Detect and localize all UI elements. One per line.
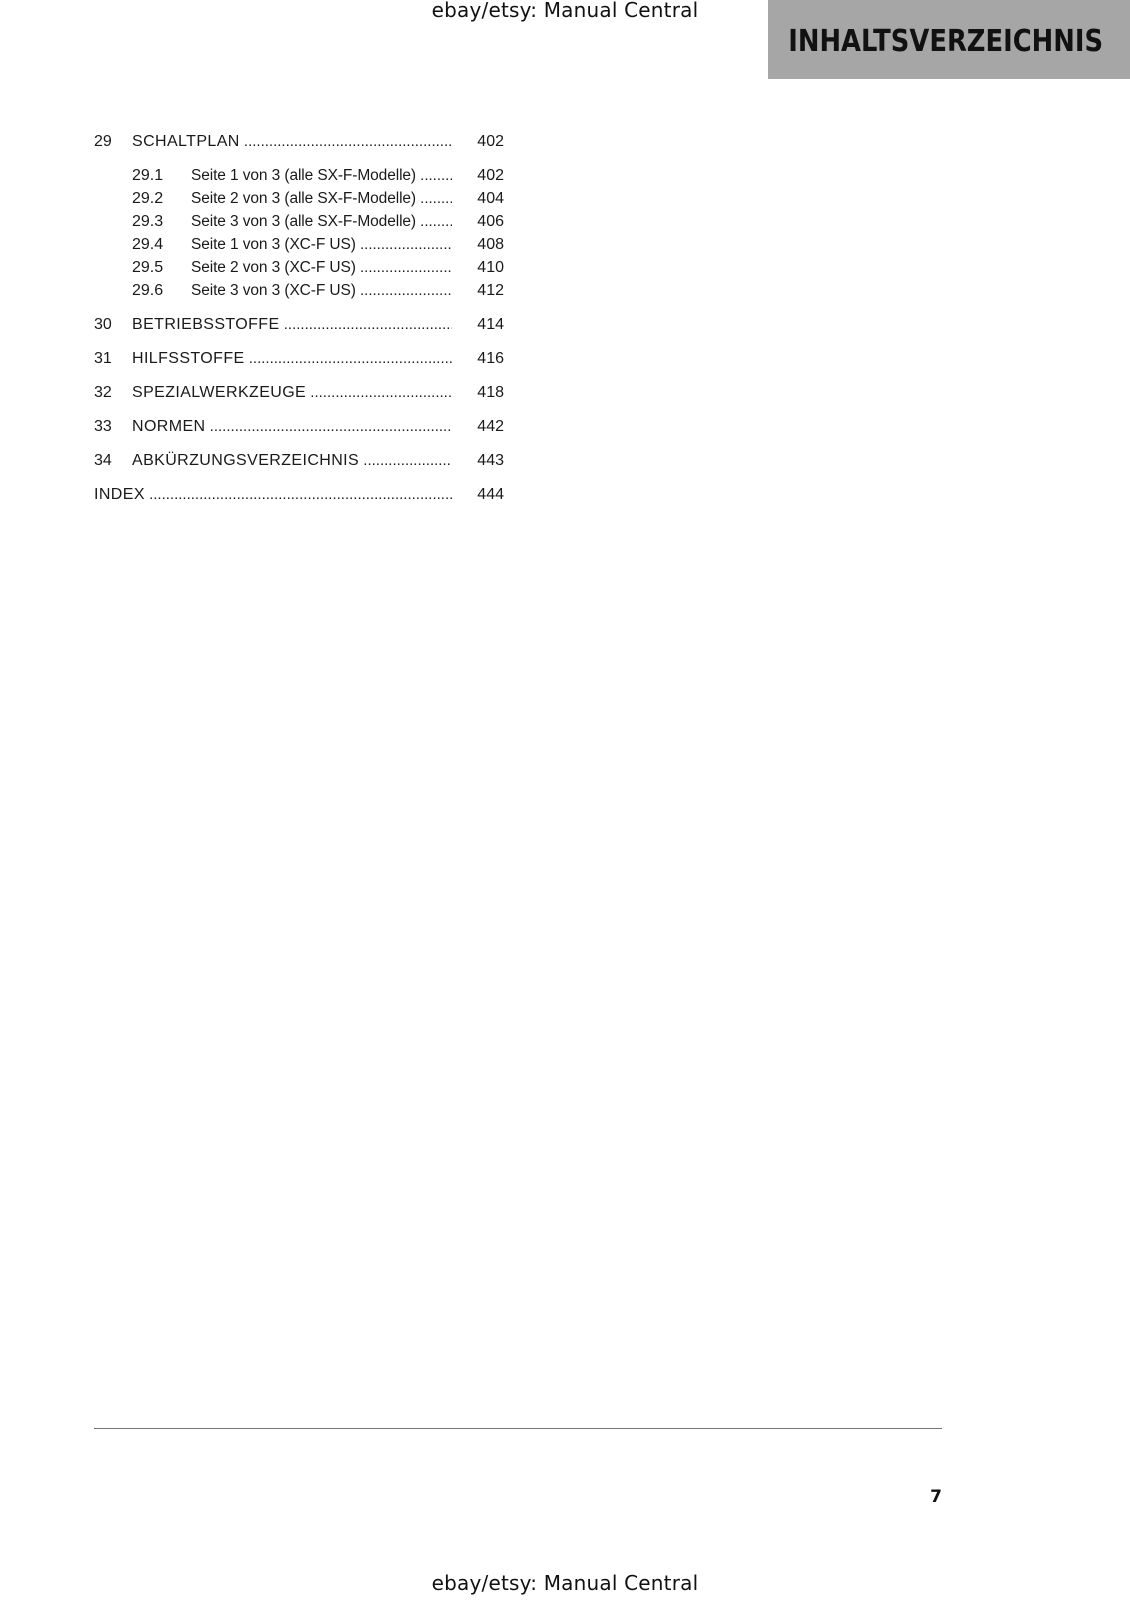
toc-entry-page: 402 bbox=[477, 133, 504, 150]
toc-entry-title: SCHALTPLAN ..... bbox=[132, 133, 452, 150]
toc-entry-page: 443 bbox=[477, 452, 504, 469]
toc-entry-page: 414 bbox=[477, 316, 504, 333]
toc-entry-number: 29.3 bbox=[132, 213, 164, 230]
toc-entry-title: NORMEN ..... bbox=[132, 418, 452, 435]
watermark-top: ebay/etsy: Manual Central bbox=[431, 0, 699, 22]
toc-entry-page: 402 bbox=[477, 167, 504, 184]
toc-subentry[interactable] bbox=[94, 187, 504, 210]
toc-entry-page: 444 bbox=[477, 486, 504, 503]
toc-entry-title: Seite 2 von 3 (alle SX-F-Modelle) ..... bbox=[191, 190, 452, 207]
toc-entry[interactable] bbox=[94, 347, 504, 370]
toc-subentry[interactable] bbox=[94, 233, 504, 256]
toc-entry-number: 34 bbox=[94, 452, 112, 469]
toc-entry-page: 416 bbox=[477, 350, 504, 367]
toc-entry-number: 31 bbox=[94, 350, 112, 367]
toc-entry-page: 418 bbox=[477, 384, 504, 401]
toc-entry-page: 406 bbox=[477, 213, 504, 230]
toc-entry-number: 32 bbox=[94, 384, 112, 401]
toc-entry-number: 29.2 bbox=[132, 190, 164, 207]
toc-entry-title: SPEZIALWERKZEUGE ..... bbox=[132, 384, 452, 401]
toc-entry-title: HILFSSTOFFE ..... bbox=[132, 350, 452, 367]
toc-entry-number: 29.5 bbox=[132, 259, 164, 276]
toc-entry-page: 408 bbox=[477, 236, 504, 253]
watermark-bottom: ebay/etsy: Manual Central bbox=[431, 1571, 699, 1595]
toc-entry-title: Seite 2 von 3 (XC-F US) ..... bbox=[191, 259, 452, 276]
page-number: 7 bbox=[930, 1487, 942, 1507]
section-title: INHALTSVERZEICHNIS bbox=[788, 24, 1103, 59]
toc-entry-page: 412 bbox=[477, 282, 504, 299]
toc-entry-title: BETRIEBSSTOFFE ..... bbox=[132, 316, 452, 333]
toc-subentry[interactable] bbox=[94, 164, 504, 187]
toc-entry-title: ABKÜRZUNGSVERZEICHNIS ..... bbox=[132, 452, 452, 469]
toc-entry-page: 442 bbox=[477, 418, 504, 435]
toc-entry-title: Seite 3 von 3 (XC-F US) ..... bbox=[191, 282, 452, 299]
toc-entry[interactable] bbox=[94, 381, 504, 404]
section-header-tab bbox=[768, 0, 1130, 79]
toc-entry-number: 29.6 bbox=[132, 282, 164, 299]
toc-entry-title: INDEX ..... bbox=[94, 486, 452, 503]
toc-entry[interactable] bbox=[94, 313, 504, 336]
toc-entry-number: 29.4 bbox=[132, 236, 164, 253]
footer-divider bbox=[94, 1428, 942, 1429]
toc-entry[interactable] bbox=[94, 449, 504, 472]
toc-subentry[interactable] bbox=[94, 256, 504, 279]
toc-entry-number: 29.1 bbox=[132, 167, 164, 184]
toc-entry-title: Seite 1 von 3 (alle SX-F-Modelle) ..... bbox=[191, 167, 452, 184]
toc-entry-page: 404 bbox=[477, 190, 504, 207]
toc-entry[interactable] bbox=[94, 415, 504, 438]
toc-entry-index[interactable] bbox=[94, 483, 504, 506]
toc-entry-number: 33 bbox=[94, 418, 112, 435]
toc-entry[interactable] bbox=[94, 130, 504, 153]
toc-entry-title: Seite 1 von 3 (XC-F US) ..... bbox=[191, 236, 452, 253]
toc-entry-number: 30 bbox=[94, 316, 112, 333]
table-of-contents bbox=[94, 130, 504, 506]
toc-entry-number: 29 bbox=[94, 133, 112, 150]
toc-entry-title: Seite 3 von 3 (alle SX-F-Modelle) ..... bbox=[191, 213, 452, 230]
toc-subentry[interactable] bbox=[94, 279, 504, 302]
toc-subentry[interactable] bbox=[94, 210, 504, 233]
toc-entry-page: 410 bbox=[477, 259, 504, 276]
